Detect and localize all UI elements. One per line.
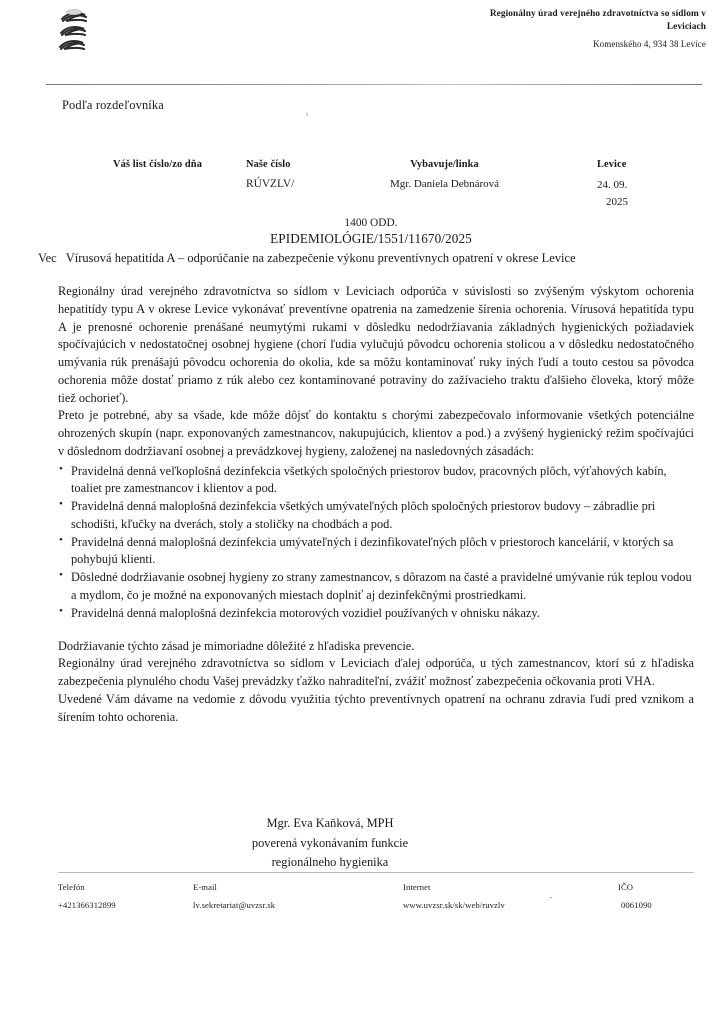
organization-name-line2: Leviciach	[666, 22, 706, 33]
place-date-column	[597, 159, 628, 211]
addressee-line: Podľa rozdeľovníka	[62, 98, 164, 112]
place-label: Levice	[597, 159, 627, 170]
footer-phone-value[interactable]: +421366312899	[58, 900, 116, 910]
list-item	[58, 498, 694, 534]
body-paragraph-2: Preto je potrebné, aby sa všade, kde môže dôjsť do kontaktu s chorými zabezpečovalo informovanie všetkých potenciálne ohrozených skupín (napr. exponovaných zamestnancov, nakupujúcich, klientov a pod.) a zvýšený hygienický režim spočívajúci v dôslednom dodržiavaní osobnej a prevádzkovej hygieny, založenej na nasledovných zásadách:	[58, 408, 694, 458]
our-reference-column	[246, 159, 294, 190]
handler-column	[390, 159, 499, 190]
handler-value: Mgr. Daniela Debnárová	[390, 178, 500, 190]
letter-body	[58, 283, 694, 872]
bullet-icon: •	[59, 462, 63, 475]
list-item-text: Pravidelná denná maloplošná dezinfekcia všetkých umývateľných plôch spoločných priestorov budovy – zábradlie pri schodišti, kľučky na dverách, stoly a stoličky na chodbách a pod.	[71, 499, 656, 531]
body-paragraph-4: Regionálny úrad verejného zdravotníctva so sídlom v Leviciach ďalej odporúča, u tých zamestnancov, ktorí sú z hľadiska zabezpečenia plynulého chodu Vašej prevádzky ťažko nahraditeľní, zvážiť možnosť zabezpečenia očkovania proti VHA.	[58, 656, 694, 689]
page-footer	[0, 872, 724, 916]
signatory-role-line2: regionálneho hygienika	[271, 854, 389, 869]
date-day-month: 24. 09.	[597, 179, 628, 191]
body-paragraph-5: Uvedené Vám dávame na vedomie z dôvodu využitia týchto preventívnych opatrení na ochranu zdravia ľudí pred vznikom a šírením tohto ochorenia.	[58, 691, 694, 724]
your-reference-column	[113, 159, 202, 178]
date-year: 2025	[606, 196, 628, 209]
signature-block	[58, 814, 694, 872]
your-reference-label: Váš list číslo/zo dňa	[113, 159, 202, 170]
subject-text: Vírusová hepatitída A – odporúčanie na zabezpečenie výkonu preventívnych opatrení v okrese Levice	[65, 251, 576, 265]
organization-block	[376, 8, 706, 52]
bullet-icon: •	[59, 533, 63, 546]
footer-email-value[interactable]: lv.sekretariat@uvzsr.sk	[193, 900, 276, 910]
letterhead-divider	[46, 84, 702, 85]
signatory-role-line1: poverená vykonávaním funkcie	[251, 835, 409, 850]
footer-internet-label: Internet	[403, 882, 431, 892]
measures-list	[58, 463, 694, 623]
body-paragraph-3: Dodržiavanie týchto zásad je mimoriadne dôležité z hľadiska prevencie.	[58, 638, 415, 653]
organization-name-line1: Regionálny úrad verejného zdravotníctva so sídlom v	[489, 9, 706, 19]
footer-ico-column	[618, 882, 652, 910]
organization-address: Komenského 4, 934 38 Levice	[593, 39, 706, 50]
our-reference-value: RÚVZLV/	[246, 178, 295, 190]
reference-row	[0, 159, 724, 233]
footer-ico-label: IČO	[618, 882, 634, 892]
list-item-text: Pravidelná denná maloplošná dezinfekcia motorových vozidiel používaných v ohnisku nákazy.	[71, 605, 540, 620]
footer-phone-column	[58, 882, 116, 910]
scan-artifact-mark: ı	[306, 110, 308, 118]
list-item-text: Pravidelná denná maloplošná dezinfekcia umývateľných i dezinfikovateľných plôch v priestoroch kancelárií, v ktorých sa pohybujú klienti.	[71, 534, 674, 567]
body-paragraph-1: Regionálny úrad verejného zdravotníctva so sídlom v Leviciach odporúča v súvislosti so zvýšeným výskytom ochorenia hepatitídy typu A v okrese Levice vykonávať preventívne opatrenia na zamedzenie šírenia ochorenia. Vírusová hepatitída typu A je prenosné ochorenie prenášané neumytými rukami v dôsledku nedodržiavania základných hygienických požiadaviek spočívajúcich v nedostatočnej osobnej hygiene (chorí ľudia vylučujú pôvodcu ochorenia stolicou a v dôsledku nedostatočného umývania rúk prenášajú pôvodcu ochorenia do okolia, kde sa môžu kontaminovať ruky iných ľudí a touto cestou sa pôvodca ochorenia môže dostať priamo z rúk alebo cez kontaminované potraviny do zažívacieho traktu ďalšieho človeka, ktorý môže tiež ochorieť).	[58, 284, 694, 405]
footer-ico-value: 0061090	[621, 900, 652, 910]
signatory-name: Mgr. Eva Kaňková, MPH	[266, 816, 394, 831]
our-reference-label: Naše číslo	[246, 159, 291, 170]
bullet-icon: •	[59, 604, 63, 617]
footer-internet-value[interactable]: www.uvzsr.sk/sk/web/ruvzlv	[403, 900, 505, 910]
footer-divider	[58, 872, 694, 873]
footer-contact-grid	[58, 882, 694, 916]
handler-label: Vybavuje/linka	[410, 159, 479, 170]
file-number-line1: 1400 ODD.	[344, 217, 398, 229]
footer-email-label: E-mail	[193, 882, 217, 892]
list-item	[58, 605, 694, 623]
footer-internet-column	[403, 882, 505, 910]
subject-line	[38, 251, 724, 266]
list-item	[58, 569, 694, 605]
list-item	[58, 534, 694, 570]
footer-separator-dot: .	[550, 890, 553, 900]
date-value	[597, 177, 628, 211]
bullet-icon: •	[59, 569, 63, 582]
list-item	[58, 463, 694, 499]
letterhead	[0, 0, 724, 78]
list-item-text: Dôsledné dodržiavanie osobnej hygieny zo strany zamestnancov, s dôrazom na časté a pravidelné umývanie rúk teplou vodou a mydlom, čo je možné na exponovaných miestach doplniť aj dezinfekčnými prostriedkami.	[71, 570, 692, 603]
closing-paragraphs	[58, 638, 694, 727]
bullet-icon: •	[59, 498, 63, 511]
file-number-line2: EPIDEMIOLÓGIE/1551/11670/2025	[270, 231, 472, 246]
list-item-text: Pravidelná denná veľkoplošná dezinfekcia všetkých spoločných priestorov budov, pracovných plôch, výťahových kabín, toaliet pre zamestnancov i klientov a pod.	[71, 463, 667, 496]
subject-label: Vec	[38, 251, 57, 265]
footer-phone-label: Telefón	[58, 882, 85, 892]
asclepius-serpent-logo	[52, 6, 98, 68]
footer-email-column	[193, 882, 275, 910]
